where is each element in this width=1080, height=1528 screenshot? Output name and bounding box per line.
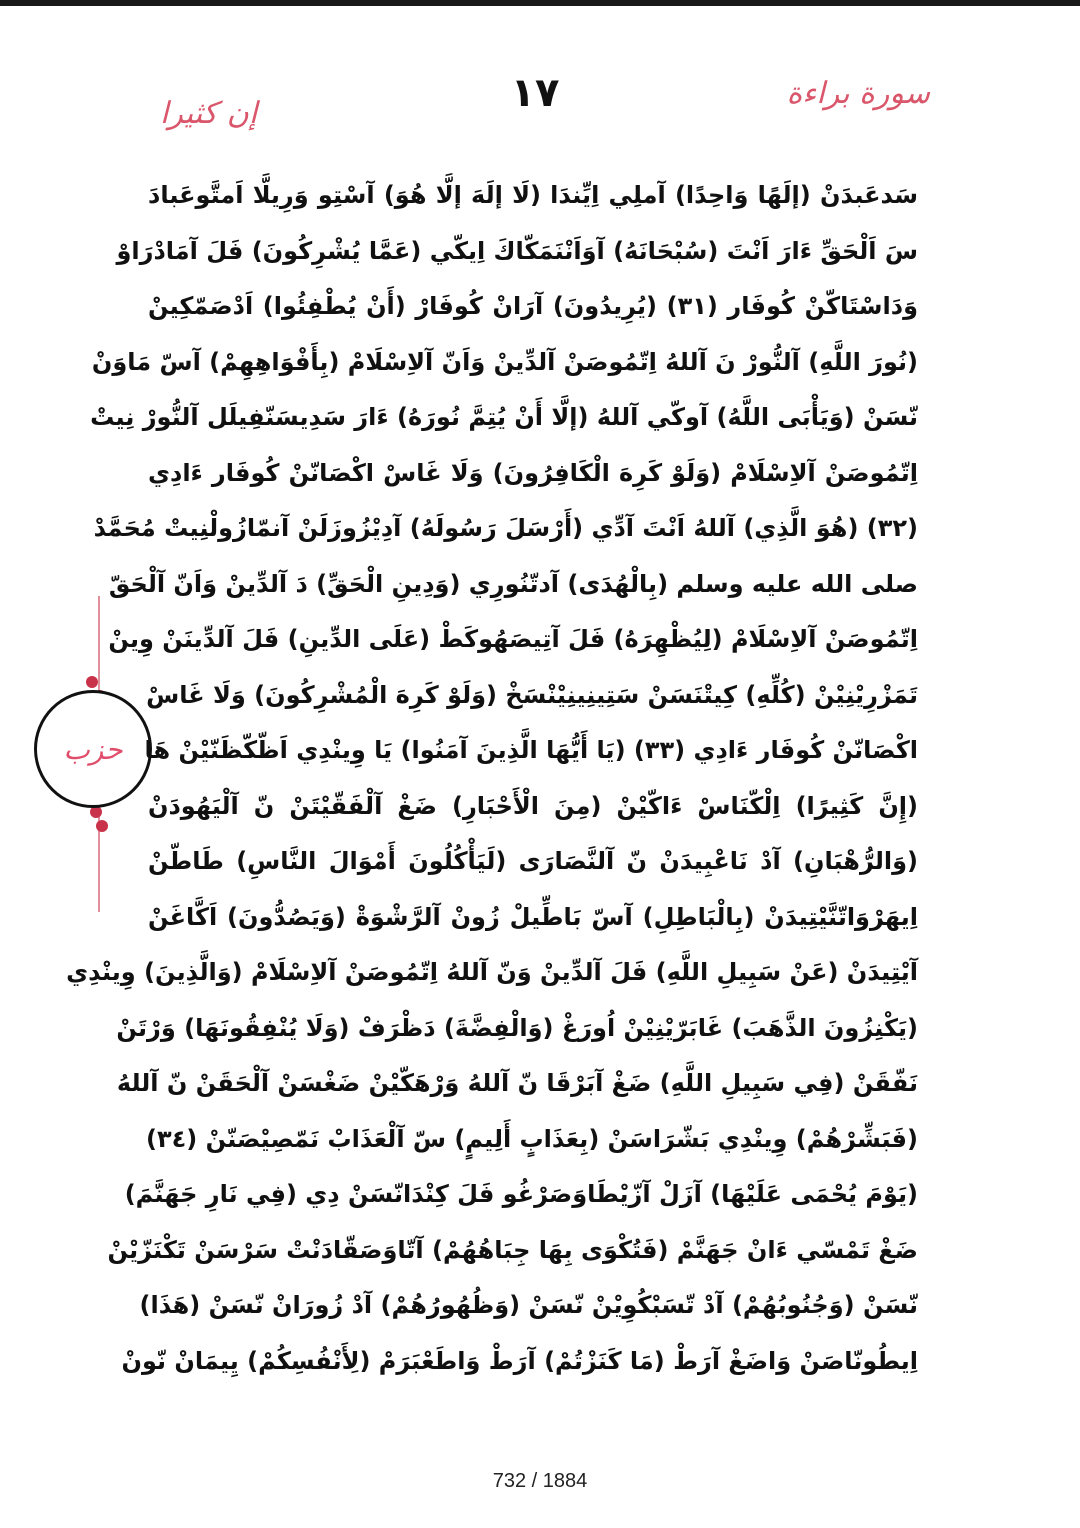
top-edge-rule — [0, 0, 1080, 6]
text-line: اِيهَرْوَاتّنَّيْتِيدَنْ (بِالْبَاطِلِ) آسّ بَاطِّيلْ زُونْ آلرَّشْوَةْ (وَيَصُدُّونَ) اَكَّاغَنْ — [148, 902, 918, 931]
hizb-marker-dot — [86, 676, 98, 688]
text-line: تَمَزْرِيْنِيْنْ (كُلِّهِ) كِيتْنَسَنْ سَتِينِينِيْنْسَخْ (وَلَوْ كَرِهَ الْمُشْرِكُونَ) وَلَا غَاسْ — [146, 680, 918, 709]
margin-note-handwritten: إن كثيرا — [160, 96, 258, 131]
text-line: اِتّمُوصَنْ آلاِسْلَامْ (لِيُظْهِرَهُ) فَلَ آتِيصَهُوكَطْ (عَلَى الدِّينِ) فَلَ آلدِّينَنْ وِينْ — [108, 625, 918, 653]
text-line: ضَغْ تَمْسّي ءَانْ جَهَنَّمْ (فَتُكْوَى بِهَا جِبَاهُهُمْ) آتّاوَصَقّادَنْتْ سَرْسَنْ تَكْنَزّيْنْ — [107, 1235, 918, 1264]
text-line: (٣٢) (هُوَ الَّذِي) آللهُ اَنْتَ آدِّي (أَرْسَلَ رَسُولَهُ) آدِيْزُوزَلَنْ آنمّازُولْنِيتْ مُحَمَّدْ — [93, 514, 918, 542]
text-line: اكْصَانّنْ كُوفَار ءَادِي (٣٣) (يَا أَيُّهَا الَّذِينَ آمَنُوا) يَا وِينْدِي اَظّكّظَنّيْنْ هَا — [144, 736, 918, 764]
text-line: آيْتِيدَنْ (عَنْ سَبِيلِ اللَّهِ) فَلَ آلدِّينْ وَنّ آللهُ اِتّمُوصَنْ آلاِسْلَامْ (وَالَّذِينَ) وِينْدِي — [66, 958, 918, 986]
text-line: نَفّقَنْ (فِي سَبِيلِ اللَّهِ) ضَغْ آبَرْقَا نّ آللهُ وَرْهَكّيْنْ ضَغْسَنْ آلْحَقَنْ نّ آللهُ — [116, 1069, 918, 1097]
hizb-label: حزب — [63, 732, 123, 766]
text-line: (يَوْمَ يُحْمَى عَلَيْهَا) آزَلْ آزّيْطَاوَصَرْغُو فَلَ كِنْدَانّسَنْ دِي (فِي نَارِ جَهَنَّمَ) — [124, 1180, 918, 1208]
text-line: سَ اَلْحَقِّ ءَارَ اَنْتَ (سُبْحَانَهُ) آوَاَنْنَمَكّاكَ اِيكّي (عَمَّا يُشْرِكُونَ) فَلَ آمَادْرَاوْ — [116, 236, 918, 265]
page-indicator: 732 / 1884 — [492, 1470, 588, 1492]
page-number: ١٧ — [510, 70, 560, 116]
text-line: (وَالرُّهْبَانِ) آدْ نَاعْبِيدَنْ نّ آلنَّصَارَى (لَيَأْكُلُونَ أَمْوَالَ النَّاسِ) طَاطّنْ — [148, 847, 918, 875]
text-line: (يَكْنِزُونَ الذَّهَبَ) غَابَرّيْنِيْنْ اُورَغْ (وَالْفِضَّةَ) دَظْرَفْ (وَلَا يُنْفِقُونَهَا) وَرْتَنْ — [116, 1013, 918, 1042]
text-line: نّسَنْ (وَجُنُوبُهُمْ) آدْ تّسَبْكُوِيْنْ نّسَنْ (وَظُهُورُهُمْ) آدْ زُورَانْ نّسَنْ (هَذَا) — [139, 1291, 918, 1319]
hizb-marker-dot — [96, 820, 108, 832]
text-line: نّسَنْ (وَيَأْبَى اللَّهُ) آوكّي آللهُ (إلَّا أَنْ يُتِمَّ نُورَهُ) ءَارَ سَدِيسَنّفِيلَل آلنُّورْ نِيتْ — [90, 403, 918, 431]
text-line: اِتّمُوصَنْ آلاِسْلَامْ (وَلَوْ كَرِهَ الْكَافِرُونَ) وَلَا غَاسْ اكْصَانّنْ كُوفَار ءَادِي — [148, 458, 918, 487]
text-line: سَدعَبدَنْ (إلَهًا وَاحِدًا) آملِي اِيِّندَا (لَا إلَهَ إلَّا هُوَ) آسْتِو وَرِيلَّا اَمتَّوعَبادَ — [148, 181, 918, 209]
text-line: (إِنَّ كَثِيرًا) اِلْكّنَاسْ ءَاكّيْنْ (مِنَ الْأَحْبَارِ) ضَغْ آلْفَقّيْتَنْ نّ آلْيَهُودَنْ — [148, 791, 918, 820]
hizb-marker-circle — [34, 690, 152, 808]
text-line: وَدَاسْتَاكّنْ كُوفَار (٣١) (يُرِيدُونَ) آرَانْ كُوفَارْ (أَنْ يُطْفِئُوا) اَدْصَمّكِينْ — [148, 292, 918, 320]
text-line: اِيطُونّاصَنْ وَاضَغْ آرَطْ (مَا كَنَزْتُمْ) آرَطْ وَاطَعْبَرَمْ (لِأَنْفُسِكُمْ) يِيمَانْ نّونْ — [121, 1346, 918, 1375]
text-line: (نُورَ اللَّهِ) آلنُّورْ نَ آللهُ اِتّمُوصَنْ آلدِّينْ وَاَنّ آلاِسْلَامْ (بِأَفْوَاهِهِمْ) آسّ مَاوَنْ — [91, 347, 918, 376]
surah-title-handwritten: سورة براءة — [786, 76, 930, 111]
text-line: صلى الله عليه وسلم (بِالْهُدَى) آدتّنُورِي (وَدِينِ الْحَقِّ) دَ آلدِّينْ وَاَنّ آلْحَقّ — [108, 569, 918, 598]
text-line: (فَبَشِّرْهُمْ) وِينْدِي بَشّرَاسَنْ (بِعَذَابٍ أَلِيمٍ) سّ آلْعَذَابْ نَمّصِيْصَنّنْ (٣٤) — [146, 1124, 918, 1153]
